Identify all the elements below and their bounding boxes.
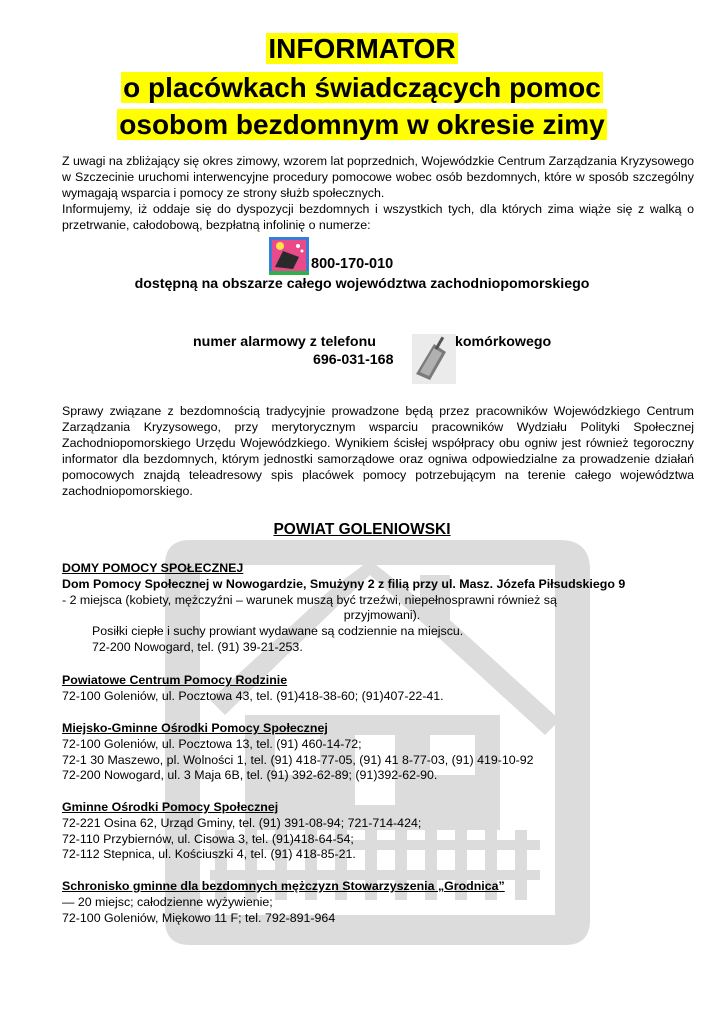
dps-address: 72-200 Nowogard, tel. (91) 39-21-253. bbox=[92, 639, 303, 654]
shelter-line-2: 72-100 Goleniów, Miękowo 11 F; tel. 792-891-964 bbox=[62, 910, 336, 925]
dps-places: - 2 miejsca (kobiety, mężczyźni – warunek muszą być trzeźwi, niepełnosprawni również są bbox=[62, 592, 557, 607]
mgops-heading: Miejsko-Gminne Ośrodki Pomocy Społecznej bbox=[62, 721, 328, 735]
intro-paragraph-1: Z uwagi na zbliżający się okres zimowy, wzorem lat poprzednich, Wojewódzkie Centrum Zarządzania Kryzysowego w Szczecinie uruchomi interwencyjne procedury pomocowe wobec osób bezdomnych, które w sposób szczególny wymagają wsparcia i pomocy ze strony służb społecznych. bbox=[62, 154, 694, 200]
gops-line-2: 72-110 Przybiernów, ul. Cisowa 3, tel. (91)418-64-54; bbox=[62, 831, 354, 846]
mgops-line-3: 72-200 Nowogard, ul. 3 Maja 6B, tel. (91) 392-62-89; (91)392-62-90. bbox=[62, 768, 438, 783]
section-dps bbox=[62, 561, 702, 656]
shelter-line-1: — 20 miejsc; całodzienne wyżywienie; bbox=[62, 894, 273, 909]
dps-heading: DOMY POMOCY SPOŁECZNEJ bbox=[62, 561, 244, 575]
title-line-1: INFORMATOR bbox=[268, 33, 456, 64]
hotline-number: 800-170-010 bbox=[311, 256, 394, 272]
mobile-label-right: komórkowego bbox=[455, 334, 552, 350]
mobile-label-left: numer alarmowy z telefonu bbox=[193, 334, 376, 350]
dps-meals: Posiłki ciepłe i suchy prowiant wydawane są codziennie na miejscu. bbox=[92, 624, 464, 639]
section-mgops bbox=[62, 721, 702, 784]
shelter-heading: Schronisko gminne dla bezdomnych mężczyzn Stowarzyszenia „Grodnica” bbox=[62, 879, 505, 893]
title-line-2: o placówkach świadczących pomoc bbox=[123, 72, 601, 103]
section-shelter bbox=[62, 879, 702, 926]
section-pcpr bbox=[62, 673, 702, 705]
pcpr-address: 72-100 Goleniów, ul. Pocztowa 43, tel. (91)418-38-60; (91)407-22-41. bbox=[62, 688, 444, 703]
section-gops bbox=[62, 800, 702, 863]
gops-line-1: 72-221 Osina 62, Urząd Gminy, tel. (91) 391-08-94; 721-714-424; bbox=[62, 815, 422, 830]
pcpr-heading: Powiatowe Centrum Pomocy Rodzinie bbox=[62, 673, 288, 687]
dps-name: Dom Pomocy Społecznej w Nowogardzie, Smużyny 2 z filią przy ul. Masz. Józefa Piłsudskiego 9 bbox=[62, 576, 626, 591]
body-paragraph: Sprawy związane z bezdomnością tradycyjnie prowadzone będą przez pracowników Wojewódzkiego Centrum Zarządzania Kryzysowego, przy merytorycznym wsparciu pracowników Wydziału Polityki Społecznej Zachodniopomorskiego Urzędu Wojewódzkiego. Wynikiem ścisłej współpracy obu ogniw jest również tegoroczny informator dla bezdomnych, którym jednostki samorządowe oraz ogniwa odpowiedzialne za prowadzenie działań pomocowych znajdą teleadresowy spis placówek pomocy potrzebującym na terenie całego województwa zachodniopomorskiego. bbox=[62, 404, 694, 498]
hotline-phone-icon bbox=[269, 237, 309, 275]
title-line-3: osobom bezdomnym w okresie zimy bbox=[119, 109, 605, 140]
intro-paragraph-2: Informujemy, iż oddaje się do dyspozycji bezdomnych i wszystkich tych, dla których zima wiąże się z walką o przetrwanie, całodobową, bezpłatną infolinię o numerze: bbox=[62, 202, 694, 232]
mobile-number: 696-031-168 bbox=[313, 352, 394, 368]
gops-line-3: 72-112 Stepnica, ul. Kościuszki 4, tel. (91) 418-85-21. bbox=[62, 847, 356, 862]
mgops-line-2: 72-1 30 Maszewo, pl. Wolności 1, tel. (91) 418-77-05, (91) 41 8-77-03, (91) 419-10-92 bbox=[62, 752, 534, 767]
dps-places-cont: przyjmowani). bbox=[343, 608, 421, 623]
gops-heading: Gminne Ośrodki Pomocy Społecznej bbox=[62, 800, 279, 814]
mgops-line-1: 72-100 Goleniów, ul. Pocztowa 13, tel. (91) 460-14-72; bbox=[62, 736, 362, 751]
district-heading: POWIAT GOLENIOWSKI bbox=[273, 521, 451, 538]
hotline-area: dostępną na obszarze całego województwa zachodniopomorskiego bbox=[134, 276, 590, 292]
intro-text bbox=[62, 153, 694, 233]
